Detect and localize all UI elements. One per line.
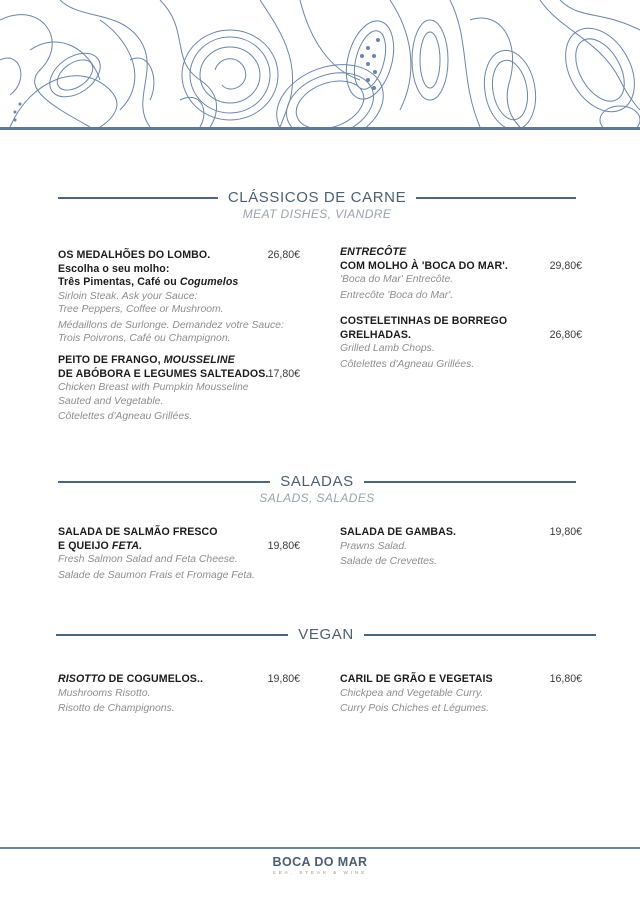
item-desc-fr: Côtelettes d'Agneau Grillées. [58, 411, 193, 422]
menu-item-risotto [58, 673, 300, 716]
item-desc-en: Sirloin Steak. Ask your Sauce: [58, 290, 198, 302]
item-desc-en: 'Boca do Mar' Entrecôte. [340, 274, 454, 285]
item-desc-fr: Côtelettes d'Agneau Grillées. [340, 358, 475, 370]
menu-item-peito-frango [58, 354, 300, 424]
item-name-line: E QUEIJO FETA. [58, 539, 143, 552]
section-rule-left [56, 634, 288, 636]
item-desc-fr: Risotto de Champignons. [58, 703, 175, 714]
item-name-italic: RISOTTO [58, 673, 106, 685]
item-desc-fr: Curry Pois Chiches et Légumes. [340, 703, 489, 714]
item-price: 26,80€ [267, 249, 300, 261]
item-name-line: CARIL DE GRÃO E VEGETAIS [340, 673, 493, 685]
item-price: 16,80€ [549, 673, 582, 685]
item-price: 26,80€ [549, 328, 582, 341]
item-price: 19,80€ [267, 673, 300, 685]
item-desc-en: Sauted and Vegetable. [58, 395, 164, 407]
section-header-vegan [56, 626, 596, 643]
item-name-line: OS MEDALHÕES DO LOMBO. [58, 249, 211, 261]
item-desc-fr: Entrecôte 'Boca do Mar'. [340, 289, 454, 301]
banner-divider [0, 127, 640, 130]
item-name-line: SALADA DE SALMÃO FRESCO [58, 526, 218, 538]
item-desc-en: Chicken Breast with Pumpkin Mousseline [58, 382, 249, 393]
section-rule-right [416, 197, 576, 199]
section-title: CLÁSSICOS DE CARNE [227, 189, 407, 206]
section-subtitle: MEAT DISHES, VIANDRE [242, 207, 392, 221]
footer-divider [0, 847, 640, 849]
item-price: 17,80€ [267, 367, 300, 380]
item-desc-fr: Salade de Saumon Frais et Fromage Feta. [58, 569, 255, 581]
section-title: VEGAN [298, 626, 354, 643]
item-desc-en: Tree Peppers, Coffee or Mushroom. [58, 304, 224, 315]
item-desc-fr: Médaillons de Surlonge. Demandez votre Sauce: [58, 319, 284, 331]
item-name-line: COSTELETINHAS DE BORREGO [340, 315, 508, 327]
item-name-line: GRELHADAS. [340, 328, 412, 341]
paisley-pattern-icon [0, 0, 640, 127]
item-name-line: PEITO DE FRANGO, MOUSSELINE [58, 354, 235, 366]
section-title: SALADAS [280, 473, 354, 490]
item-price: 19,80€ [549, 526, 582, 538]
brand-logo-text: BOCA DO MAR [272, 855, 368, 869]
brand-tagline: SEA, STEAK & WINE [272, 870, 368, 875]
menu-item-caril [340, 673, 582, 716]
section-rule-left [58, 197, 218, 199]
item-price: 29,80€ [549, 259, 582, 272]
item-desc-fr: Salade de Crevettes. [340, 556, 438, 567]
item-name-line: SALADA DE GAMBAS. [340, 526, 457, 538]
paisley-banner [0, 0, 640, 127]
item-desc-en: Mushrooms Risotto. [58, 687, 151, 699]
item-desc-en: Chickpea and Vegetable Curry. [340, 687, 484, 699]
item-name-line: RISOTTO DE COGUMELOS.. [58, 673, 204, 685]
section-header-salads [58, 473, 576, 505]
section-header-meat [58, 189, 576, 221]
menu-item-costeletinhas [340, 315, 582, 371]
item-name-italic: MOUSSELINE [163, 354, 235, 366]
item-price: 19,80€ [267, 539, 300, 552]
section-subtitle: SALADS, SALADES [259, 491, 375, 505]
menu-item-salada-salmao [58, 526, 300, 582]
menu-item-medalhoes [58, 249, 300, 346]
item-desc-en: Fresh Salmon Salad and Feta Cheese. [58, 554, 238, 565]
item-desc-en: Grilled Lamb Chops. [340, 343, 435, 354]
item-name-line: DE ABÓBORA E LEGUMES SALTEADOS. [58, 367, 269, 380]
item-name-line: Escolha o seu molho: [58, 262, 170, 275]
item-name-line: COM MOLHO À 'BOCA DO MAR'. [340, 259, 508, 272]
item-desc-en: Prawns Salad. [340, 540, 407, 552]
section-rule-right [364, 481, 576, 483]
item-name-italic: Cogumelos [179, 276, 239, 288]
menu-item-salada-gambas [340, 526, 582, 569]
section-rule-left [58, 481, 270, 483]
menu-item-entrecote [340, 246, 582, 302]
section-rule-right [364, 634, 596, 636]
item-name-italic: FETA. [111, 539, 143, 552]
item-desc-fr: Trois Poivrons, Café ou Champignon. [58, 333, 231, 344]
item-name-line: Três Pimentas, Café ou Cogumelos [58, 276, 239, 288]
item-name-italic: ENTRECÔTE [340, 246, 407, 258]
